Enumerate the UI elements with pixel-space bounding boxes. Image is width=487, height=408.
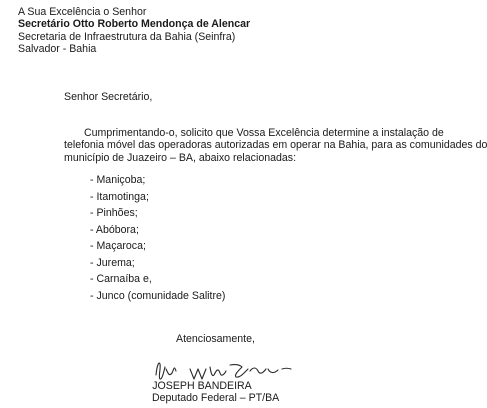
list-item: - Abóbora; bbox=[90, 223, 139, 236]
signer-title: Deputado Federal – PT/BA bbox=[152, 392, 280, 404]
addressee-department: Secretaria de Infraestrutura da Bahia (Seinfra) bbox=[18, 30, 236, 43]
salutation: Senhor Secretário, bbox=[64, 91, 153, 103]
closing: Atenciosamente, bbox=[176, 333, 255, 345]
signer-block bbox=[152, 380, 280, 404]
addressee-line-1: A Sua Excelência o Senhor bbox=[18, 6, 147, 18]
body-line-3: município de Juazeiro – BA, abaixo relacionadas: bbox=[64, 151, 297, 164]
body-paragraph bbox=[64, 127, 487, 164]
body-line-2: telefonia móvel das operadoras autorizadas em operar na Bahia, para as comunidades do bbox=[64, 139, 487, 152]
list-item: - Jurema; bbox=[90, 256, 135, 269]
body-line-1: Cumprimentando-o, solicito que Vossa Excelência determine a instalação de bbox=[84, 127, 444, 139]
signer-name: JOSEPH BANDEIRA bbox=[152, 380, 252, 392]
list-item: - Itamotinga; bbox=[90, 190, 149, 203]
addressee-city: Salvador - Bahia bbox=[18, 42, 97, 55]
list-item: - Maniçoba; bbox=[90, 174, 146, 186]
list-item: - Pinhões; bbox=[90, 207, 138, 219]
addressee-block bbox=[18, 6, 250, 55]
list-item: - Junco (comunidade Salitre) bbox=[90, 289, 226, 302]
list-item: - Carnaíba e, bbox=[90, 273, 152, 285]
addressee-name: Secretário Otto Roberto Mendonça de Alencar bbox=[18, 18, 251, 31]
communities-list bbox=[90, 174, 225, 306]
list-item: - Maçaroca; bbox=[90, 240, 146, 252]
